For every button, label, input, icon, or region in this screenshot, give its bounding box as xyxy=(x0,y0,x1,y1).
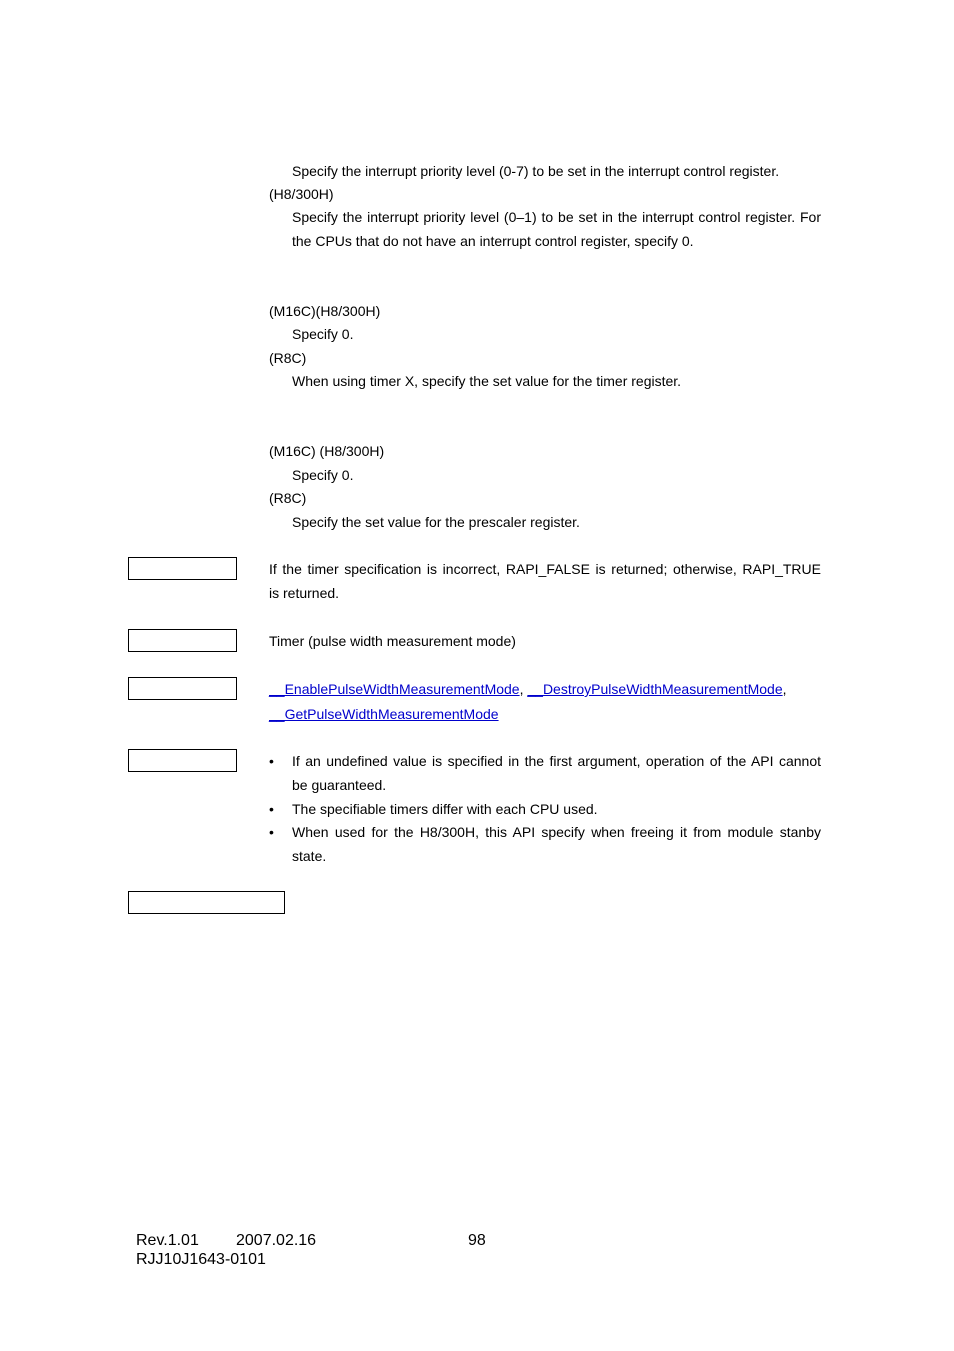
related-functions-label-box xyxy=(128,677,237,700)
related-functions-line2 xyxy=(269,705,499,723)
footer-page-number: 98 xyxy=(468,1232,486,1249)
related-functions-line1 xyxy=(269,680,787,698)
notes-label-box xyxy=(128,749,237,772)
r8c-timer-text: When using timer X, specify the set value for the timer register. xyxy=(292,373,682,389)
return-value-label-box xyxy=(128,557,237,580)
return-value-line2: is returned. xyxy=(269,585,340,601)
cpu-r8c-prescaler-label: (R8C) xyxy=(269,490,307,506)
note-2-line1: The specifiable timers differ with each CPU used. xyxy=(292,801,598,817)
m16c-h8-prescaler-text: Specify 0. xyxy=(292,467,354,483)
footer-date: 2007.02.16 xyxy=(236,1232,317,1249)
cpu-h8-label: (H8/300H) xyxy=(269,186,334,202)
note-1-line1: If an undefined value is specified in the first argument, operation of the API cannot xyxy=(292,753,821,769)
m16c-h8-timer-text: Specify 0. xyxy=(292,326,354,342)
example-label-box xyxy=(128,891,285,914)
related-separator-2: , xyxy=(782,681,787,697)
footer-revision: Rev.1.01 xyxy=(136,1232,199,1249)
cpu-r8c-label: (R8C) xyxy=(269,350,307,366)
note-bullet: • xyxy=(269,824,274,840)
note-bullet: • xyxy=(269,753,274,769)
link-destroy-pulse-width-measurement-mode[interactable]: __DestroyPulseWidthMeasurementMode xyxy=(527,681,783,697)
priority-level-text: Specify the interrupt priority level (0‑7) to be set in the interrupt control register. xyxy=(292,163,780,179)
related-separator-1: , xyxy=(519,681,524,697)
note-bullet: • xyxy=(269,801,274,817)
note-3-line1: When used for the H8/300H, this API specify when freeing it from module stanby xyxy=(292,824,821,840)
r8c-prescaler-text: Specify the set value for the prescaler register. xyxy=(292,514,580,530)
h8-priority-text-line2: the CPUs that do not have an interrupt control register, specify 0. xyxy=(292,233,694,249)
link-enable-pulse-width-measurement-mode[interactable]: __EnablePulseWidthMeasurementMode xyxy=(269,681,520,697)
footer-document-id: RJJ10J1643-0101 xyxy=(136,1251,266,1268)
cpu-m16c-h8-label: (M16C)(H8/300H) xyxy=(269,303,381,319)
h8-priority-text-line1: Specify the interrupt priority level (0–1) to be set in the interrupt control register. For xyxy=(292,209,821,225)
functionality-text: Timer (pulse width measurement mode) xyxy=(269,633,516,649)
functionality-label-box xyxy=(128,629,237,652)
note-1-line2: be guaranteed. xyxy=(292,777,387,793)
note-3-line2: state. xyxy=(292,848,327,864)
return-value-line1: If the timer specification is incorrect, RAPI_FALSE is returned; otherwise, RAPI_TRUE xyxy=(269,561,821,577)
cpu-m16c-h8-prescaler-label: (M16C) (H8/300H) xyxy=(269,443,385,459)
link-get-pulse-width-measurement-mode[interactable]: __GetPulseWidthMeasurementMode xyxy=(269,706,499,722)
